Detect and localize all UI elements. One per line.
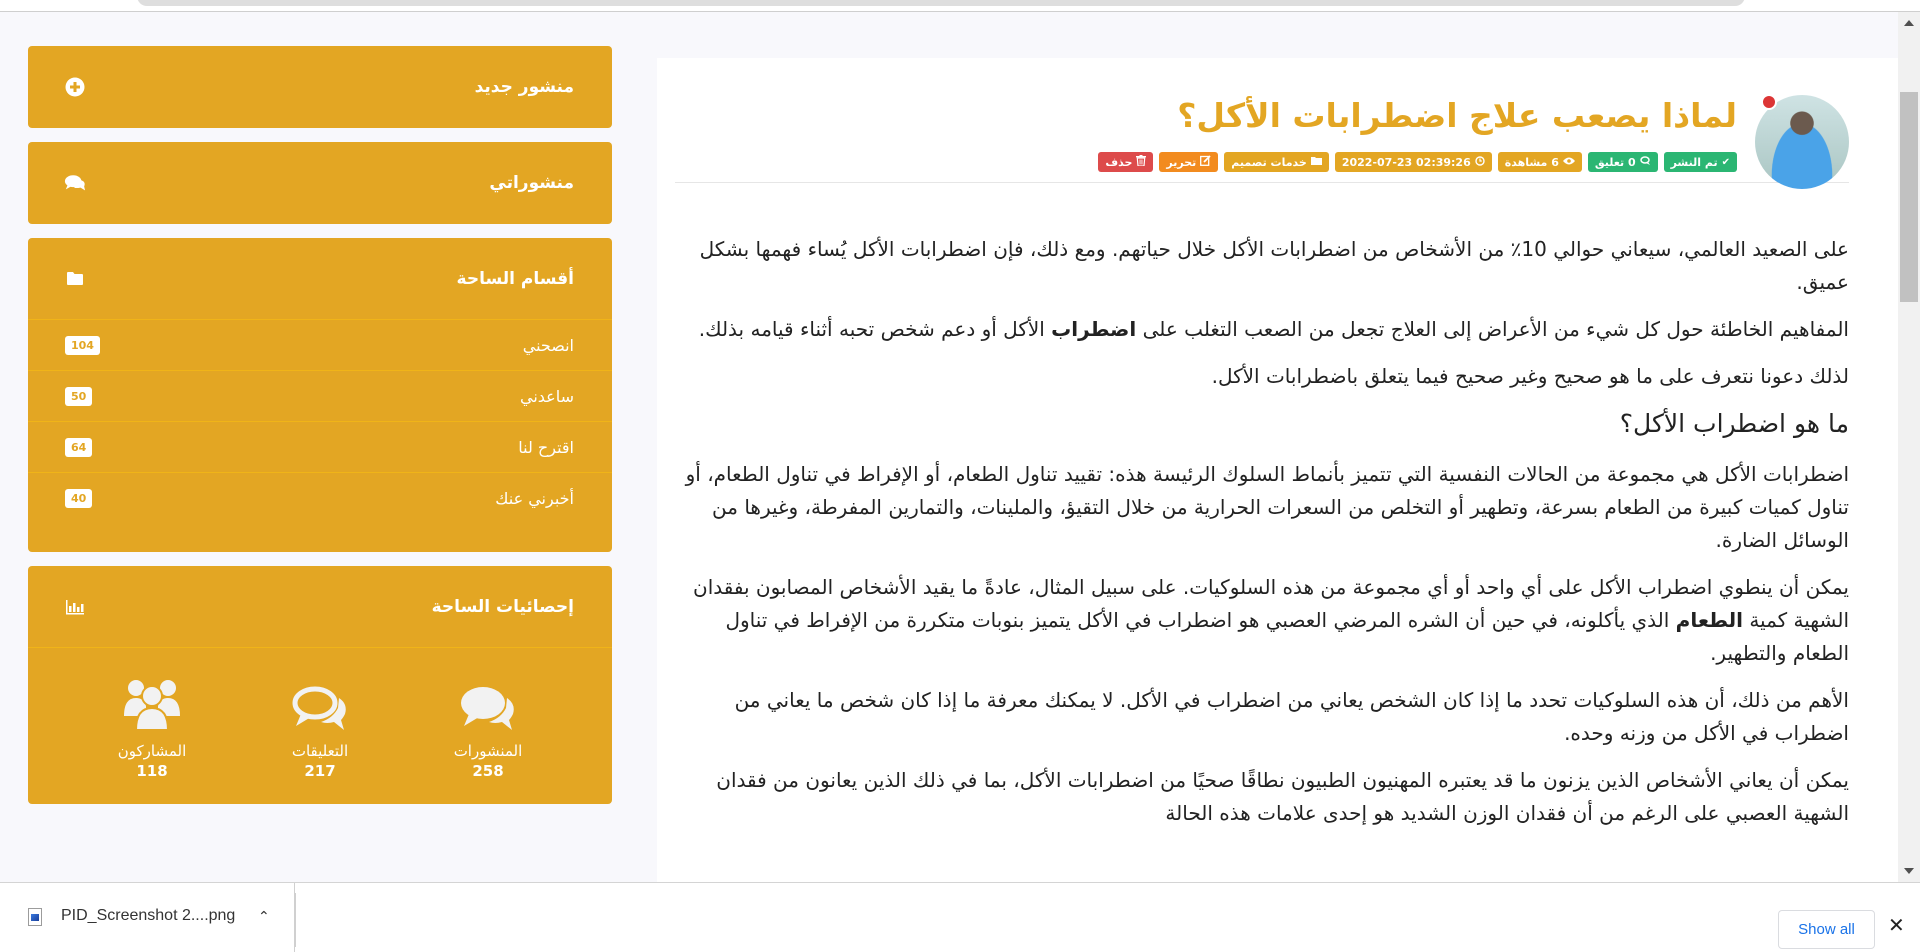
online-status-dot [1761, 94, 1777, 110]
article-meta-badges [1098, 152, 1737, 172]
folder-icon [1311, 156, 1322, 168]
edit-button[interactable] [1159, 152, 1218, 172]
stat-participants [77, 672, 227, 780]
address-bar-edge [137, 0, 1745, 6]
article-body [675, 233, 1849, 844]
views-count: 6 مشاهدة [1504, 155, 1559, 169]
edit-label: تحرير [1166, 155, 1197, 169]
paragraph [675, 313, 1849, 346]
comments-badge [1588, 152, 1658, 172]
paragraph [675, 571, 1849, 670]
check-icon: ✔ [1721, 156, 1730, 168]
page-viewport [0, 12, 1898, 882]
section-heading: ما هو اضطراب الأكل؟ [1619, 409, 1849, 438]
scrollbar-thumb[interactable] [1900, 92, 1918, 302]
close-icon[interactable]: ✕ [1888, 913, 1905, 937]
section-count-badge: 40 [65, 489, 92, 508]
bold-keyword: اضطراب [1051, 317, 1137, 341]
vertical-scrollbar[interactable] [1898, 12, 1920, 882]
stats-title: إحصائيات الساحة [431, 596, 574, 617]
my-posts-label: منشوراتي [489, 173, 574, 193]
download-bar [0, 882, 1920, 952]
my-posts-button[interactable] [28, 142, 612, 224]
browser-top-strip [0, 0, 1920, 12]
bold-keyword: الطعام [1675, 608, 1743, 632]
comments-filled-icon [413, 672, 563, 732]
divider [295, 893, 296, 947]
category-name: خدمات تصميم [1231, 155, 1307, 169]
section-item-help-me[interactable] [28, 371, 612, 422]
eye-icon [1563, 157, 1575, 168]
sidebar [28, 46, 612, 818]
stat-value: 258 [472, 762, 504, 780]
text-span: المفاهيم الخاطئة حول كل شيء من الأعراض إلى العلاج تجعل من الصعب التغلب على [1136, 317, 1849, 341]
sections-panel [28, 238, 612, 552]
bar-chart-icon [64, 596, 86, 618]
scroll-up-arrow-icon[interactable] [1904, 20, 1914, 26]
status-text: تم النشر [1670, 155, 1718, 169]
section-item-tell-me[interactable] [28, 473, 612, 524]
paragraph: على الصعيد العالمي، سيعاني حوالي 10٪ من الأشخاص من اضطرابات الأكل خلال حياتهم. ومع ذلك، فإن اضطرابات الأكل يُساء فهمها بشكل عميق. [699, 237, 1849, 294]
paragraph: اضطرابات الأكل هي مجموعة من الحالات النفسية التي تتميز بأنماط السلوك الرئيسة هذه: تقييد تناول الطعام، أو الإفراط في تناول الطعام، أو تناول كميات كبيرة من الطعام بسرعة، وتطهير أو التخلص من السعرات الحرارية من خلال التقيؤ، والملينات، والتمارين المفرطة، وغيرها من الوسائل الضارة. [685, 462, 1849, 552]
stat-value: 118 [136, 762, 168, 780]
stat-label: التعليقات [291, 742, 349, 760]
paragraph: يمكن أن يعاني الأشخاص الذين يزنون ما قد يعتبره المهنيون الطبيون نطاقًا صحيًا من اضطرابات الأكل، بما في ذلك الذين يعانون من فقدان الشهية العصبي على الرغم من أن فقدان الوزن الشديد هو إحدى علامات هذه الحالة [716, 768, 1849, 825]
text-span: الذي يأكلونه، في حين أن الشره المرضي العصبي هو اضطراب في الأكل يتميز بنوبات متكررة من الإفراط في تناول الطعام والتطهير. [725, 608, 1849, 665]
comments-outline-icon [245, 672, 395, 732]
stat-label: المشاركون [117, 742, 187, 760]
stat-comments [245, 672, 395, 780]
users-icon [77, 672, 227, 732]
text-span: يمكن أن ينطوي اضطراب الأكل على أي واحد أو أي مجموعة من هذه السلوكيات. على سبيل المثال، عادةً ما يقيد الأشخاص المصابون بفقدان الشهية كمية [693, 575, 1849, 632]
show-all-button[interactable]: Show all [1778, 910, 1875, 949]
article-header [675, 88, 1849, 183]
scroll-down-arrow-icon[interactable] [1904, 868, 1914, 874]
article-card [657, 58, 1898, 882]
stat-posts [413, 672, 563, 780]
download-item[interactable] [0, 883, 295, 952]
comments-count: 0 تعليق [1594, 155, 1636, 169]
section-label: اقترح لنا [518, 437, 574, 457]
folder-icon [64, 268, 86, 290]
section-label: أخبرني عنك [495, 489, 574, 508]
datetime-badge [1335, 152, 1492, 172]
comments-icon [64, 172, 86, 194]
section-count-badge: 50 [65, 387, 92, 406]
status-badge [1664, 152, 1737, 172]
stats-panel [28, 566, 612, 804]
trash-icon [1136, 155, 1146, 169]
image-file-icon [28, 908, 42, 926]
section-item-suggest[interactable] [28, 422, 612, 473]
chevron-up-icon[interactable]: ⌃ [258, 909, 270, 925]
delete-label: حذف [1105, 155, 1133, 169]
section-label: ساعدني [519, 386, 574, 406]
stat-value: 217 [304, 762, 336, 780]
new-post-label: منشور جديد [474, 77, 574, 97]
delete-button[interactable] [1098, 152, 1153, 172]
sections-title: أقسام الساحة [456, 268, 574, 289]
section-count-badge: 104 [65, 336, 100, 355]
post-datetime: 2022-07-23 02:39:26 [1341, 155, 1471, 169]
edit-icon [1200, 155, 1211, 169]
section-item-advise-me[interactable] [28, 320, 612, 371]
article-title: لماذا يصعب علاج اضطرابات الأكل؟ [1177, 96, 1737, 135]
text-span: الأكل أو دعم شخص تحبه أثناء قيامه بذلك. [698, 317, 1052, 341]
plus-circle-icon [64, 76, 86, 98]
new-post-button[interactable] [28, 46, 612, 128]
stat-label: المنشورات [453, 742, 523, 760]
download-file-name: PID_Screenshot 2....png [61, 907, 236, 924]
section-label: انصحني [522, 335, 574, 355]
paragraph: الأهم من ذلك، أن هذه السلوكيات تحدد ما إذا كان الشخص يعاني من اضطراب في الأكل. لا يمكنك معرفة ما إذا كان شخص ما يعاني من اضطراب في الأكل من وزنه وحده. [734, 688, 1849, 745]
views-badge [1498, 152, 1582, 172]
category-badge[interactable] [1224, 152, 1329, 172]
paragraph: لذلك دعونا نتعرف على ما هو صحيح وغير صحيح فيما يتعلق باضطرابات الأكل. [1211, 364, 1849, 388]
comment-icon [1640, 156, 1651, 169]
section-count-badge: 64 [65, 438, 92, 457]
clock-icon [1475, 156, 1485, 169]
